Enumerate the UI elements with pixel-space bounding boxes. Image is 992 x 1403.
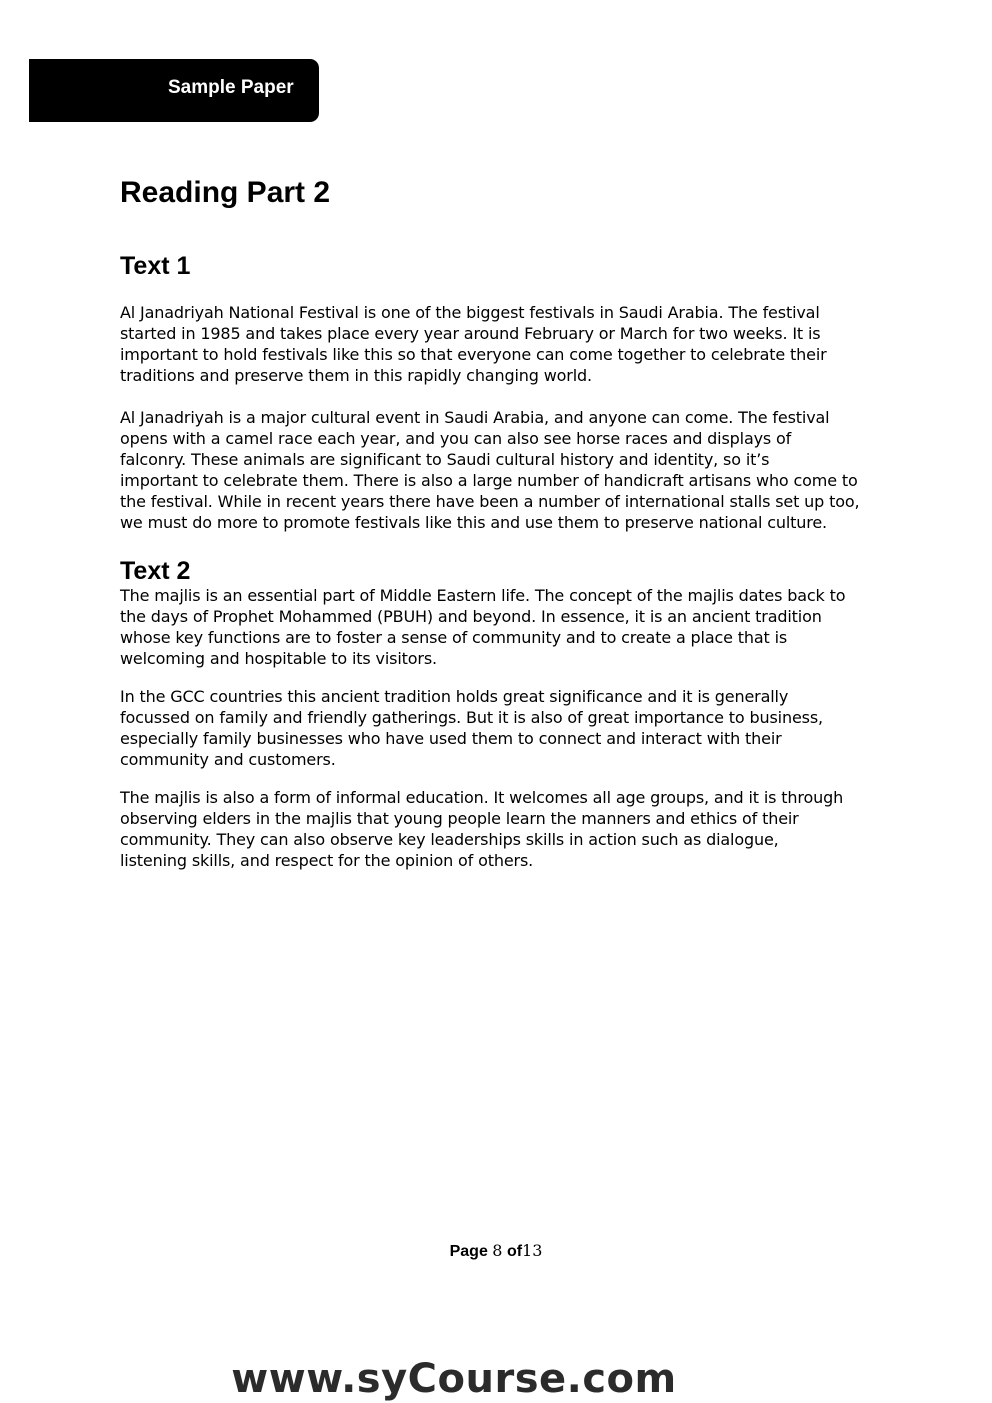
page-title: Reading Part 2 [120,176,331,209]
text-line: opens with a camel race each year, and you can also see horse races and displays of [120,429,792,448]
text-line: community. They can also observe key leaderships skills in action such as dialogue, [120,830,779,849]
text2-paragraph-2 [120,686,880,770]
text-line: traditions and preserve them in this rapidly changing world. [120,366,592,385]
text-line: Al Janadriyah is a major cultural event in Saudi Arabia, and anyone can come. The festival [120,408,830,427]
total-pages: 13 [522,1241,543,1260]
sample-paper-banner [29,59,319,122]
text1-heading: Text 1 [120,252,191,280]
text-line: The majlis is also a form of informal education. It welcomes all age groups, and it is through [120,788,844,807]
banner-label: Sample Paper [168,77,294,98]
text1-paragraph-1 [120,302,880,386]
text-line: focussed on family and friendly gatherings. But it is also of great importance to business, [120,708,823,727]
text-line: important to celebrate them. There is also a large number of handicraft artisans who come to [120,471,858,490]
text1-paragraph-2 [120,407,880,533]
text-line: The majlis is an essential part of Middle Eastern life. The concept of the majlis dates back to [120,586,846,605]
text-line: whose key functions are to foster a sense of community and to create a place that is [120,628,788,647]
text-line: important to hold festivals like this so that everyone can come together to celebrate their [120,345,827,364]
text-line: listening skills, and respect for the opinion of others. [120,851,534,870]
text-line: community and customers. [120,750,336,769]
text-line: observing elders in the majlis that young people learn the manners and ethics of their [120,809,799,828]
text-line: we must do more to promote festivals like this and use them to preserve national culture. [120,513,827,532]
text2-paragraph-3 [120,787,880,871]
text-line: Al Janadriyah National Festival is one of the biggest festivals in Saudi Arabia. The festival [120,303,820,322]
text2-paragraph-1 [120,585,880,669]
text-line: welcoming and hospitable to its visitors. [120,649,437,668]
text2-heading: Text 2 [120,557,191,585]
text-line: falconry. These animals are significant to Saudi cultural history and identity, so it’s [120,450,770,469]
text-line: the days of Prophet Mohammed (PBUH) and beyond. In essence, it is an ancient tradition [120,607,822,626]
text-line: especially family businesses who have used them to connect and interact with their [120,729,782,748]
of-word: of [506,1243,523,1260]
page-word: Page [449,1243,488,1260]
text-line: In the GCC countries this ancient tradition holds great significance and it is generally [120,687,789,706]
text-line: the festival. While in recent years there have been a number of international stalls set up too, [120,492,860,511]
current-page: 8 [492,1241,503,1260]
page-number [0,1241,992,1261]
site-watermark: www.syCourse.com [231,1356,677,1402]
text-line: started in 1985 and takes place every year around February or March for two weeks. It is [120,324,821,343]
